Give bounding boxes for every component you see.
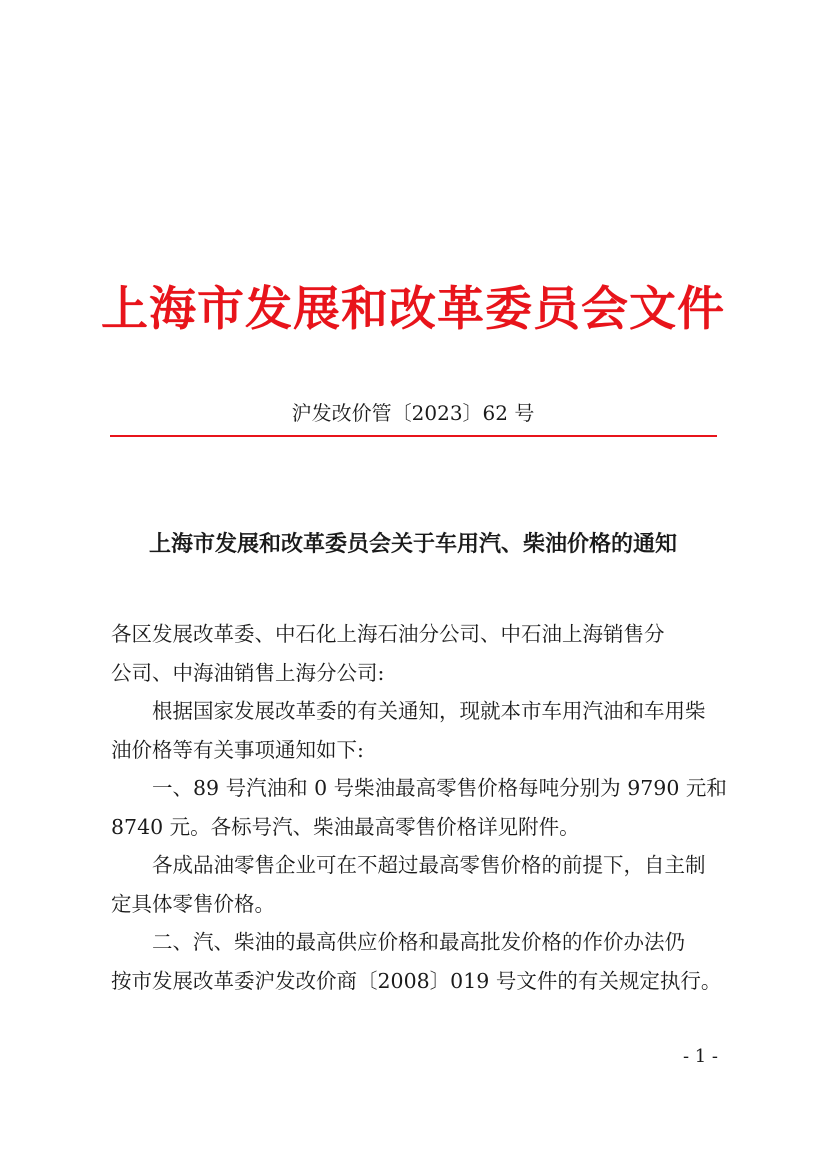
body-line-item1-1: 一、89 号汽油和 0 号柴油最高零售价格每吨分别为 9790 元和 bbox=[152, 776, 727, 800]
body-line-addressees-1: 各区发展改革委、中石化上海石油分公司、中石油上海销售分 bbox=[111, 622, 665, 646]
page-number: - 1 - bbox=[682, 1046, 718, 1067]
body-line-item1-2: 8740 元。各标号汽、柴油最高零售价格详见附件。 bbox=[111, 814, 580, 839]
notice-title: 上海市发展和改革委员会关于车用汽、柴油价格的通知 bbox=[148, 531, 677, 557]
notice-body bbox=[111, 615, 731, 1000]
body-line-item2-2: 按市发展改革委沪发改价商〔2008〕019 号文件的有关规定执行。 bbox=[111, 968, 722, 993]
body-line-retail-1: 各成品油零售企业可在不超过最高零售价格的前提下，自主制 bbox=[152, 853, 706, 877]
header-divider-line bbox=[110, 435, 717, 437]
body-line-addressees-2: 公司、中海油销售上海分公司: bbox=[111, 660, 385, 685]
document-header-title: 上海市发展和改革委员会文件 bbox=[101, 282, 725, 337]
body-line-intro-1: 根据国家发展改革委的有关通知，现就本市车用汽油和车用柴 bbox=[152, 699, 706, 723]
body-line-intro-2: 油价格等有关事项通知如下: bbox=[111, 737, 364, 762]
document-number: 沪发改价管〔2023〕62 号 bbox=[291, 401, 535, 425]
body-line-retail-2: 定具体零售价格。 bbox=[111, 891, 275, 916]
body-line-item2-1: 二、汽、柴油的最高供应价格和最高批发价格的作价办法仍 bbox=[152, 930, 685, 954]
